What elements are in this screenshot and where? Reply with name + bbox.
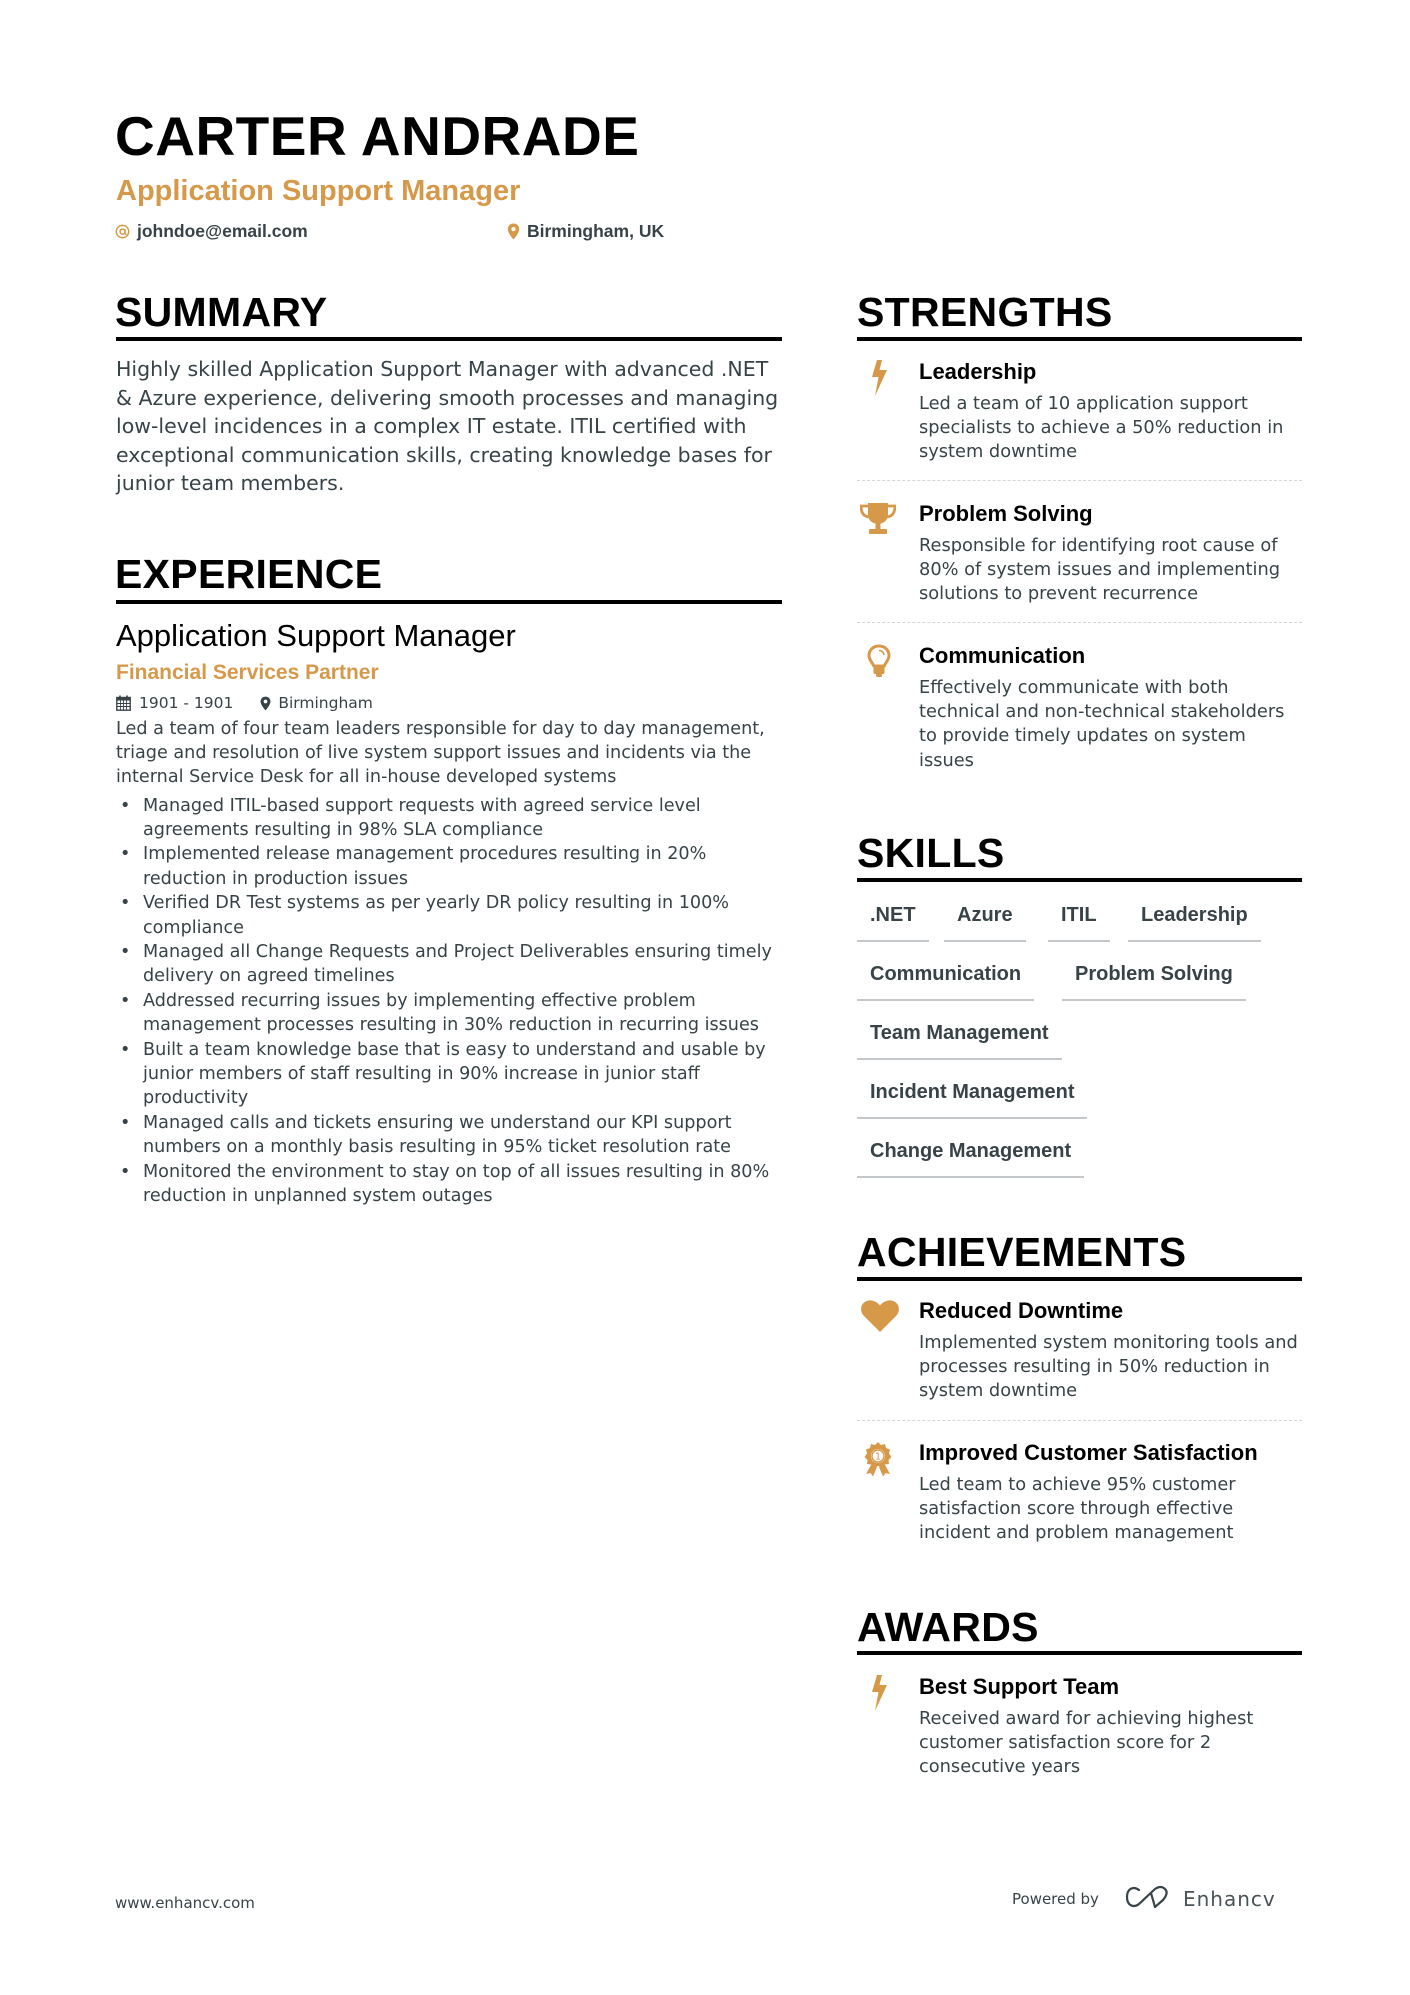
- strength-item: [857, 642, 1302, 773]
- strength-text: Led a team of 10 application support specialists to achieve a 50% reduction in system downtime: [919, 393, 1284, 463]
- experience-entry: [116, 617, 782, 1209]
- candidate-title: Application Support Manager: [116, 175, 521, 207]
- at-icon: [115, 224, 130, 239]
- lightbulb-icon: [865, 644, 893, 680]
- strength-title: Problem Solving: [919, 501, 1093, 526]
- contact-location: [507, 220, 664, 242]
- job-bullet: • Addressed recurring issues by implementing effective problem management processes resulting in 30% reduction in recurring issues: [116, 989, 782, 1038]
- awards-rule: [857, 1651, 1302, 1655]
- job-meta: [116, 692, 782, 714]
- job-bullet: • Built a team knowledge base that is easy to understand and usable by junior members of staff resulting in 90% increase in junior staff productivity: [116, 1038, 782, 1111]
- job-bullet: • Managed all Change Requests and Project Deliverables ensuring timely delivery on agreed timelines: [116, 940, 782, 989]
- job-dates: 1901 - 1901: [139, 694, 234, 712]
- skill-chip: ITIL: [1048, 900, 1110, 942]
- award-text: Received award for achieving highest customer satisfaction score for 2 consecutive years: [919, 1708, 1254, 1778]
- achievement-item: [857, 1297, 1302, 1404]
- award-item: [857, 1673, 1302, 1780]
- footer-branding: [1012, 1884, 1276, 1914]
- skills-rule: [857, 878, 1302, 882]
- divider: [857, 1420, 1302, 1421]
- strength-text: Responsible for identifying root cause of 80% of system issues and implementing solutions to prevent recurrence: [919, 535, 1281, 605]
- strength-item: [857, 500, 1302, 607]
- job-location: Birmingham: [278, 694, 373, 712]
- strength-title: Communication: [919, 643, 1086, 668]
- summary-text: Highly skilled Application Support Manager with advanced .NET & Azure experience, delivering smooth processes and managing low-level incidences in a complex IT estate. ITIL certified with exceptional communication skills, creating knowledge bases for junior team members.: [116, 357, 779, 496]
- svg-text:1: 1: [874, 1451, 882, 1463]
- skill-chip: Communication: [857, 959, 1034, 1001]
- job-bullet: • Verified DR Test systems as per yearly DR policy resulting in 100% compliance: [116, 891, 782, 940]
- job-title: Application Support Manager: [116, 618, 516, 653]
- job-bullet: • Monitored the environment to stay on top of all issues resulting in 80% reduction in unplanned system outages: [116, 1160, 782, 1209]
- experience-heading: EXPERIENCE: [115, 551, 383, 597]
- awards-heading: AWARDS: [857, 1604, 1039, 1650]
- candidate-name: CARTER ANDRADE: [115, 105, 640, 167]
- skill-chip: Leadership: [1128, 900, 1261, 942]
- trophy-icon: [860, 502, 896, 538]
- skill-chip: Team Management: [857, 1018, 1062, 1060]
- powered-by-text: Powered by: [1012, 1890, 1099, 1908]
- job-bullet: • Managed ITIL-based support requests with agreed service level agreements resulting in 98% SLA compliance: [116, 794, 782, 843]
- achievements-heading: ACHIEVEMENTS: [857, 1229, 1187, 1275]
- strengths-rule: [857, 337, 1302, 341]
- lightning-bolt-icon: [865, 360, 893, 396]
- divider: [857, 480, 1302, 481]
- summary-heading: SUMMARY: [115, 289, 328, 335]
- lightning-bolt-icon: [865, 1675, 893, 1711]
- award-title: Best Support Team: [919, 1674, 1120, 1699]
- achievements-rule: [857, 1277, 1302, 1281]
- skill-chip: Problem Solving: [1062, 959, 1246, 1001]
- footer-website[interactable]: www.enhancv.com: [115, 1894, 255, 1912]
- skills-heading: SKILLS: [857, 830, 1005, 876]
- map-pin-icon: [507, 223, 520, 240]
- map-pin-icon: [260, 696, 271, 711]
- experience-rule: [116, 600, 782, 604]
- achievement-title: Improved Customer Satisfaction: [919, 1440, 1258, 1465]
- location-text: Birmingham, UK: [527, 220, 665, 241]
- company-name: Financial Services Partner: [116, 661, 379, 684]
- skill-chip: Change Management: [857, 1136, 1084, 1178]
- achievement-title: Reduced Downtime: [919, 1298, 1124, 1323]
- achievement-item: [857, 1439, 1302, 1546]
- achievement-text: Led team to achieve 95% customer satisfaction score through effective incident and problem management: [919, 1474, 1236, 1544]
- job-description: Led a team of four team leaders responsible for day to day management, triage and resolution of live system support issues and incidents via the internal Service Desk for all in-house developed systems: [116, 719, 765, 788]
- contact-email: [115, 220, 308, 242]
- job-bullet: • Implemented release management procedures resulting in 20% reduction in production issues: [116, 842, 782, 891]
- achievement-text: Implemented system monitoring tools and processes resulting in 50% reduction in system downtime: [919, 1332, 1298, 1402]
- divider: [857, 622, 1302, 623]
- strength-text: Effectively communicate with both technical and non-technical stakeholders to provide timely updates on system issues: [919, 677, 1285, 771]
- calendar-icon: [116, 695, 131, 711]
- strengths-heading: STRENGTHS: [857, 289, 1113, 335]
- job-bullets: [116, 794, 782, 1209]
- strength-item: [857, 358, 1302, 465]
- skill-chip: .NET: [857, 900, 929, 942]
- enhancv-logo-icon: [1125, 1885, 1171, 1913]
- job-bullet: • Managed calls and tickets ensuring we understand our KPI support numbers on a monthly basis resulting in 95% ticket resolution rate: [116, 1111, 782, 1160]
- summary-rule: [116, 337, 782, 341]
- strength-title: Leadership: [919, 359, 1037, 384]
- skill-chip: Incident Management: [857, 1077, 1087, 1119]
- award-medal-icon: [861, 1441, 895, 1477]
- heart-icon: [860, 1299, 900, 1335]
- email-text: johndoe@email.com: [137, 220, 308, 241]
- brand-name: Enhancv: [1182, 1887, 1276, 1911]
- skill-chip: Azure: [944, 900, 1026, 942]
